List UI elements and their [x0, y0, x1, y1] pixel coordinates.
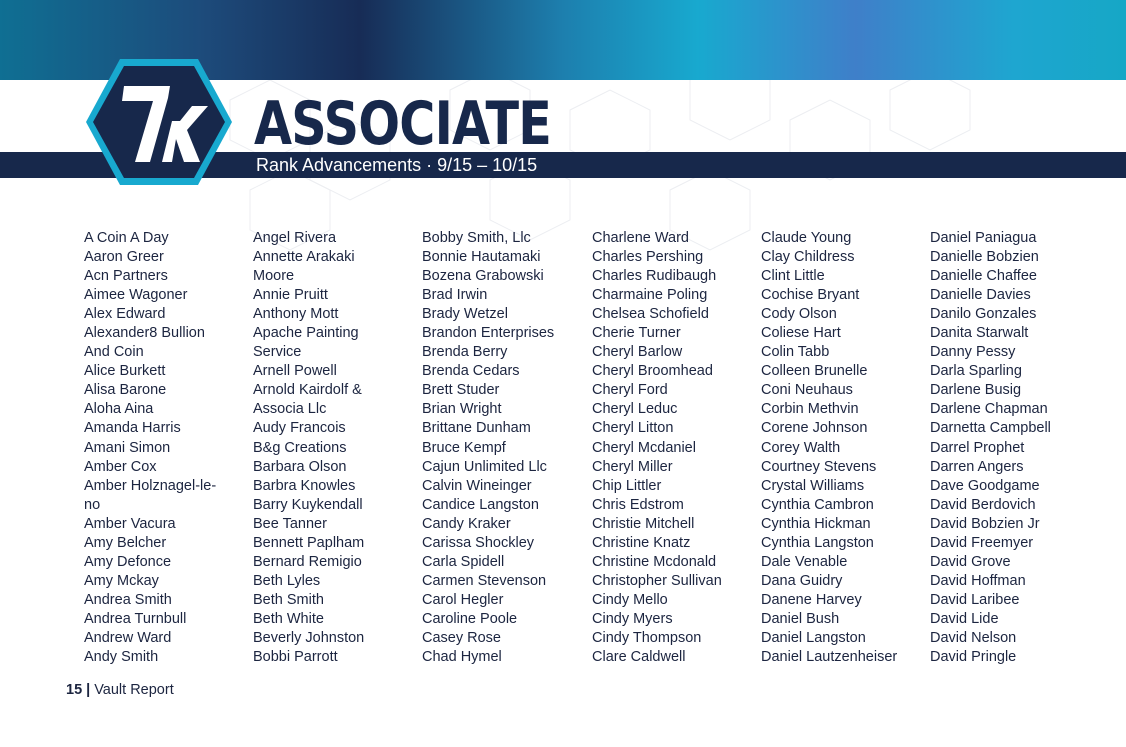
- name-entry: Alice Burkett: [84, 363, 166, 380]
- name-entry: Cajun Unlimited Llc: [422, 458, 547, 475]
- name-entry: Caroline Poole: [422, 610, 518, 627]
- name-entry: Acn Partners: [84, 268, 168, 285]
- name-entry: Carol Hegler: [422, 591, 504, 608]
- name-entry: Bee Tanner: [253, 515, 327, 532]
- name-entry: Dave Goodgame: [930, 477, 1040, 494]
- name-entry: Aaron Greer: [84, 249, 164, 266]
- name-entry: Corbin Methvin: [761, 401, 859, 418]
- name-entry: Cindy Myers: [592, 610, 673, 627]
- name-entry: Andrea Turnbull: [84, 610, 187, 627]
- name-entry: Colleen Brunelle: [761, 363, 868, 380]
- name-entry: Daniel Lautzenheiser: [761, 649, 898, 666]
- name-entry: Cheryl Broomhead: [592, 363, 713, 380]
- page-title: ASSOCIATE: [254, 89, 552, 159]
- name-entry: David Hoffman: [930, 572, 1026, 589]
- name-entry: Brittane Dunham: [422, 420, 531, 437]
- name-entry: Beth Smith: [253, 591, 324, 608]
- name-entry: Amanda Harris: [84, 420, 181, 437]
- name-entry: Cindy Mello: [592, 591, 668, 608]
- name-entry: Candy Kraker: [422, 515, 511, 532]
- name-entry: Alex Edward: [84, 306, 166, 323]
- name-entry: Brady Wetzel: [422, 306, 508, 323]
- name-entry: Cheryl Barlow: [592, 344, 683, 361]
- name-entry: David Nelson: [930, 629, 1017, 646]
- name-entry: Coliese Hart: [761, 325, 841, 342]
- name-entry: Alisa Barone: [84, 382, 167, 399]
- name-entry: Christopher Sullivan: [592, 572, 722, 589]
- name-entry: Audy Francois: [253, 420, 346, 437]
- name-entry: Darla Sparling: [930, 363, 1022, 380]
- name-entry: Carissa Shockley: [422, 534, 535, 551]
- name-entry: Beth White: [253, 610, 324, 627]
- name-entry: Aimee Wagoner: [84, 287, 188, 304]
- name-entry: Daniel Langston: [761, 629, 866, 646]
- name-entry: Moore: [253, 268, 295, 285]
- name-entry: Cochise Bryant: [761, 287, 860, 304]
- name-entry: Bennett Paplham: [253, 534, 365, 551]
- name-entry: Brian Wright: [422, 401, 502, 418]
- footer-label: Vault Report: [94, 682, 174, 698]
- name-entry: Christine Knatz: [592, 534, 691, 551]
- names-column-2: [253, 229, 364, 667]
- name-entry: Bruce Kempf: [422, 439, 506, 456]
- name-entry: Charles Rudibaugh: [592, 268, 717, 285]
- name-entry: David Lide: [930, 610, 999, 627]
- name-entry: Beverly Johnston: [253, 629, 365, 646]
- name-entry: Charmaine Poling: [592, 287, 708, 304]
- name-entry: Amber Holznagel-le-: [84, 477, 217, 494]
- name-entry: Claude Young: [761, 230, 852, 246]
- name-entry: Daniel Paniagua: [930, 230, 1037, 246]
- name-entry: Daniel Bush: [761, 610, 840, 627]
- name-entry: Cheryl Litton: [592, 420, 674, 437]
- name-entry: Carmen Stevenson: [422, 572, 547, 589]
- name-entry: Cherie Turner: [592, 325, 681, 342]
- name-entry: Christine Mcdonald: [592, 553, 717, 570]
- name-entry: Danielle Davies: [930, 287, 1031, 304]
- name-entry: David Bobzien Jr: [930, 515, 1040, 532]
- name-entry: Corene Johnson: [761, 420, 868, 437]
- name-entry: Brett Studer: [422, 382, 500, 399]
- name-entry: Aloha Aina: [84, 401, 154, 418]
- name-entry: Danita Starwalt: [930, 325, 1029, 342]
- page-number: 15: [66, 682, 83, 698]
- name-entry: Annette Arakaki: [253, 249, 355, 266]
- name-entry: David Pringle: [930, 649, 1017, 666]
- name-entry: Colin Tabb: [761, 344, 830, 361]
- name-entry: Service: [253, 344, 302, 361]
- name-entry: no: [84, 496, 101, 513]
- name-entry: A Coin A Day: [84, 230, 169, 246]
- name-entry: Cynthia Hickman: [761, 515, 871, 532]
- name-entry: Bozena Grabowski: [422, 268, 544, 285]
- name-entry: Amy Defonce: [84, 553, 172, 570]
- name-entry: Chelsea Schofield: [592, 306, 709, 323]
- name-entry: Annie Pruitt: [253, 287, 328, 304]
- name-entry: David Berdovich: [930, 496, 1036, 513]
- name-entry: David Freemyer: [930, 534, 1034, 551]
- name-entry: Chad Hymel: [422, 649, 502, 666]
- name-entry: Arnell Powell: [253, 363, 337, 380]
- name-entry: Cynthia Langston: [761, 534, 874, 551]
- name-entry: Candice Langston: [422, 496, 539, 513]
- name-entry: Amy Mckay: [84, 572, 159, 589]
- names-column-6: [930, 229, 1051, 667]
- name-entry: Brad Irwin: [422, 287, 488, 304]
- name-entry: Danny Pessy: [930, 344, 1016, 361]
- name-entry: Christie Mitchell: [592, 515, 695, 532]
- name-entry: Coni Neuhaus: [761, 382, 853, 399]
- names-column-5: [761, 229, 897, 667]
- name-entry: Brandon Enterprises: [422, 325, 555, 342]
- name-entry: Angel Rivera: [253, 230, 337, 246]
- name-entry: Danene Harvey: [761, 591, 862, 608]
- name-entry: Bobby Smith, Llc: [422, 230, 531, 246]
- name-entry: Carla Spidell: [422, 553, 505, 570]
- name-entry: Clay Childress: [761, 249, 855, 266]
- names-column-3: [422, 229, 554, 667]
- name-entry: Corey Walth: [761, 439, 841, 456]
- name-entry: Clare Caldwell: [592, 649, 686, 666]
- name-entry: Cody Olson: [761, 306, 837, 323]
- name-entry: Darrel Prophet: [930, 439, 1025, 456]
- name-entry: Cheryl Miller: [592, 458, 673, 475]
- name-entry: Clint Little: [761, 268, 825, 285]
- name-entry: Bobbi Parrott: [253, 649, 338, 666]
- name-entry: Amy Belcher: [84, 534, 167, 551]
- name-entry: Barbara Olson: [253, 458, 347, 475]
- name-entry: Associa Llc: [253, 401, 327, 418]
- name-entry: Darren Angers: [930, 458, 1024, 475]
- name-entry: Danielle Bobzien: [930, 249, 1039, 266]
- name-entry: Calvin Wineinger: [422, 477, 532, 494]
- name-entry: David Grove: [930, 553, 1011, 570]
- name-entry: Arnold Kairdolf &: [253, 382, 362, 399]
- name-entry: Bonnie Hautamaki: [422, 249, 541, 266]
- name-entry: Courtney Stevens: [761, 458, 877, 475]
- name-entry: Cindy Thompson: [592, 629, 702, 646]
- name-entry: Andrea Smith: [84, 591, 172, 608]
- name-entry: Charles Pershing: [592, 249, 704, 266]
- name-entry: Amber Vacura: [84, 515, 176, 532]
- name-entry: Bernard Remigio: [253, 553, 362, 570]
- name-entry: Cheryl Mcdaniel: [592, 439, 696, 456]
- name-entry: Chip Littler: [592, 477, 662, 494]
- name-entry: Barbra Knowles: [253, 477, 356, 494]
- names-column-1: [84, 229, 216, 667]
- name-entry: Crystal Williams: [761, 477, 865, 494]
- name-entry: Brenda Berry: [422, 344, 508, 361]
- name-entry: Darnetta Campbell: [930, 420, 1051, 437]
- name-entry: David Laribee: [930, 591, 1020, 608]
- name-entry: Cheryl Ford: [592, 382, 668, 399]
- name-entry: Danilo Gonzales: [930, 306, 1037, 323]
- name-entry: Dale Venable: [761, 553, 848, 570]
- name-entry: Apache Painting: [253, 325, 359, 342]
- name-entry: Barry Kuykendall: [253, 496, 363, 513]
- name-entry: Casey Rose: [422, 629, 501, 646]
- name-entry: Chris Edstrom: [592, 496, 684, 513]
- name-entry: Dana Guidry: [761, 572, 843, 589]
- name-entry: Cheryl Leduc: [592, 401, 678, 418]
- name-entry: Anthony Mott: [253, 306, 339, 323]
- footer-separator: |: [86, 682, 91, 698]
- name-entry: Beth Lyles: [253, 572, 321, 589]
- name-entry: Amani Simon: [84, 439, 171, 456]
- name-entry: Andrew Ward: [84, 629, 172, 646]
- name-entry: Brenda Cedars: [422, 363, 520, 380]
- name-entry: Charlene Ward: [592, 230, 689, 246]
- name-entry: And Coin: [84, 344, 144, 361]
- name-entry: Cynthia Cambron: [761, 496, 874, 513]
- name-entry: Darlene Busig: [930, 382, 1022, 399]
- names-column-4: [592, 229, 722, 667]
- name-entry: Amber Cox: [84, 458, 157, 475]
- name-entry: Alexander8 Bullion: [84, 325, 205, 342]
- name-entry: Danielle Chaffee: [930, 268, 1037, 285]
- page-footer: [66, 680, 174, 700]
- name-entry: B&g Creations: [253, 439, 347, 456]
- names-list: [0, 229, 1126, 679]
- page-subtitle: Rank Advancements · 9/15 – 10/15: [256, 155, 538, 175]
- 7k-logo-icon: [84, 56, 234, 188]
- name-entry: Andy Smith: [84, 649, 159, 666]
- name-entry: Darlene Chapman: [930, 401, 1048, 418]
